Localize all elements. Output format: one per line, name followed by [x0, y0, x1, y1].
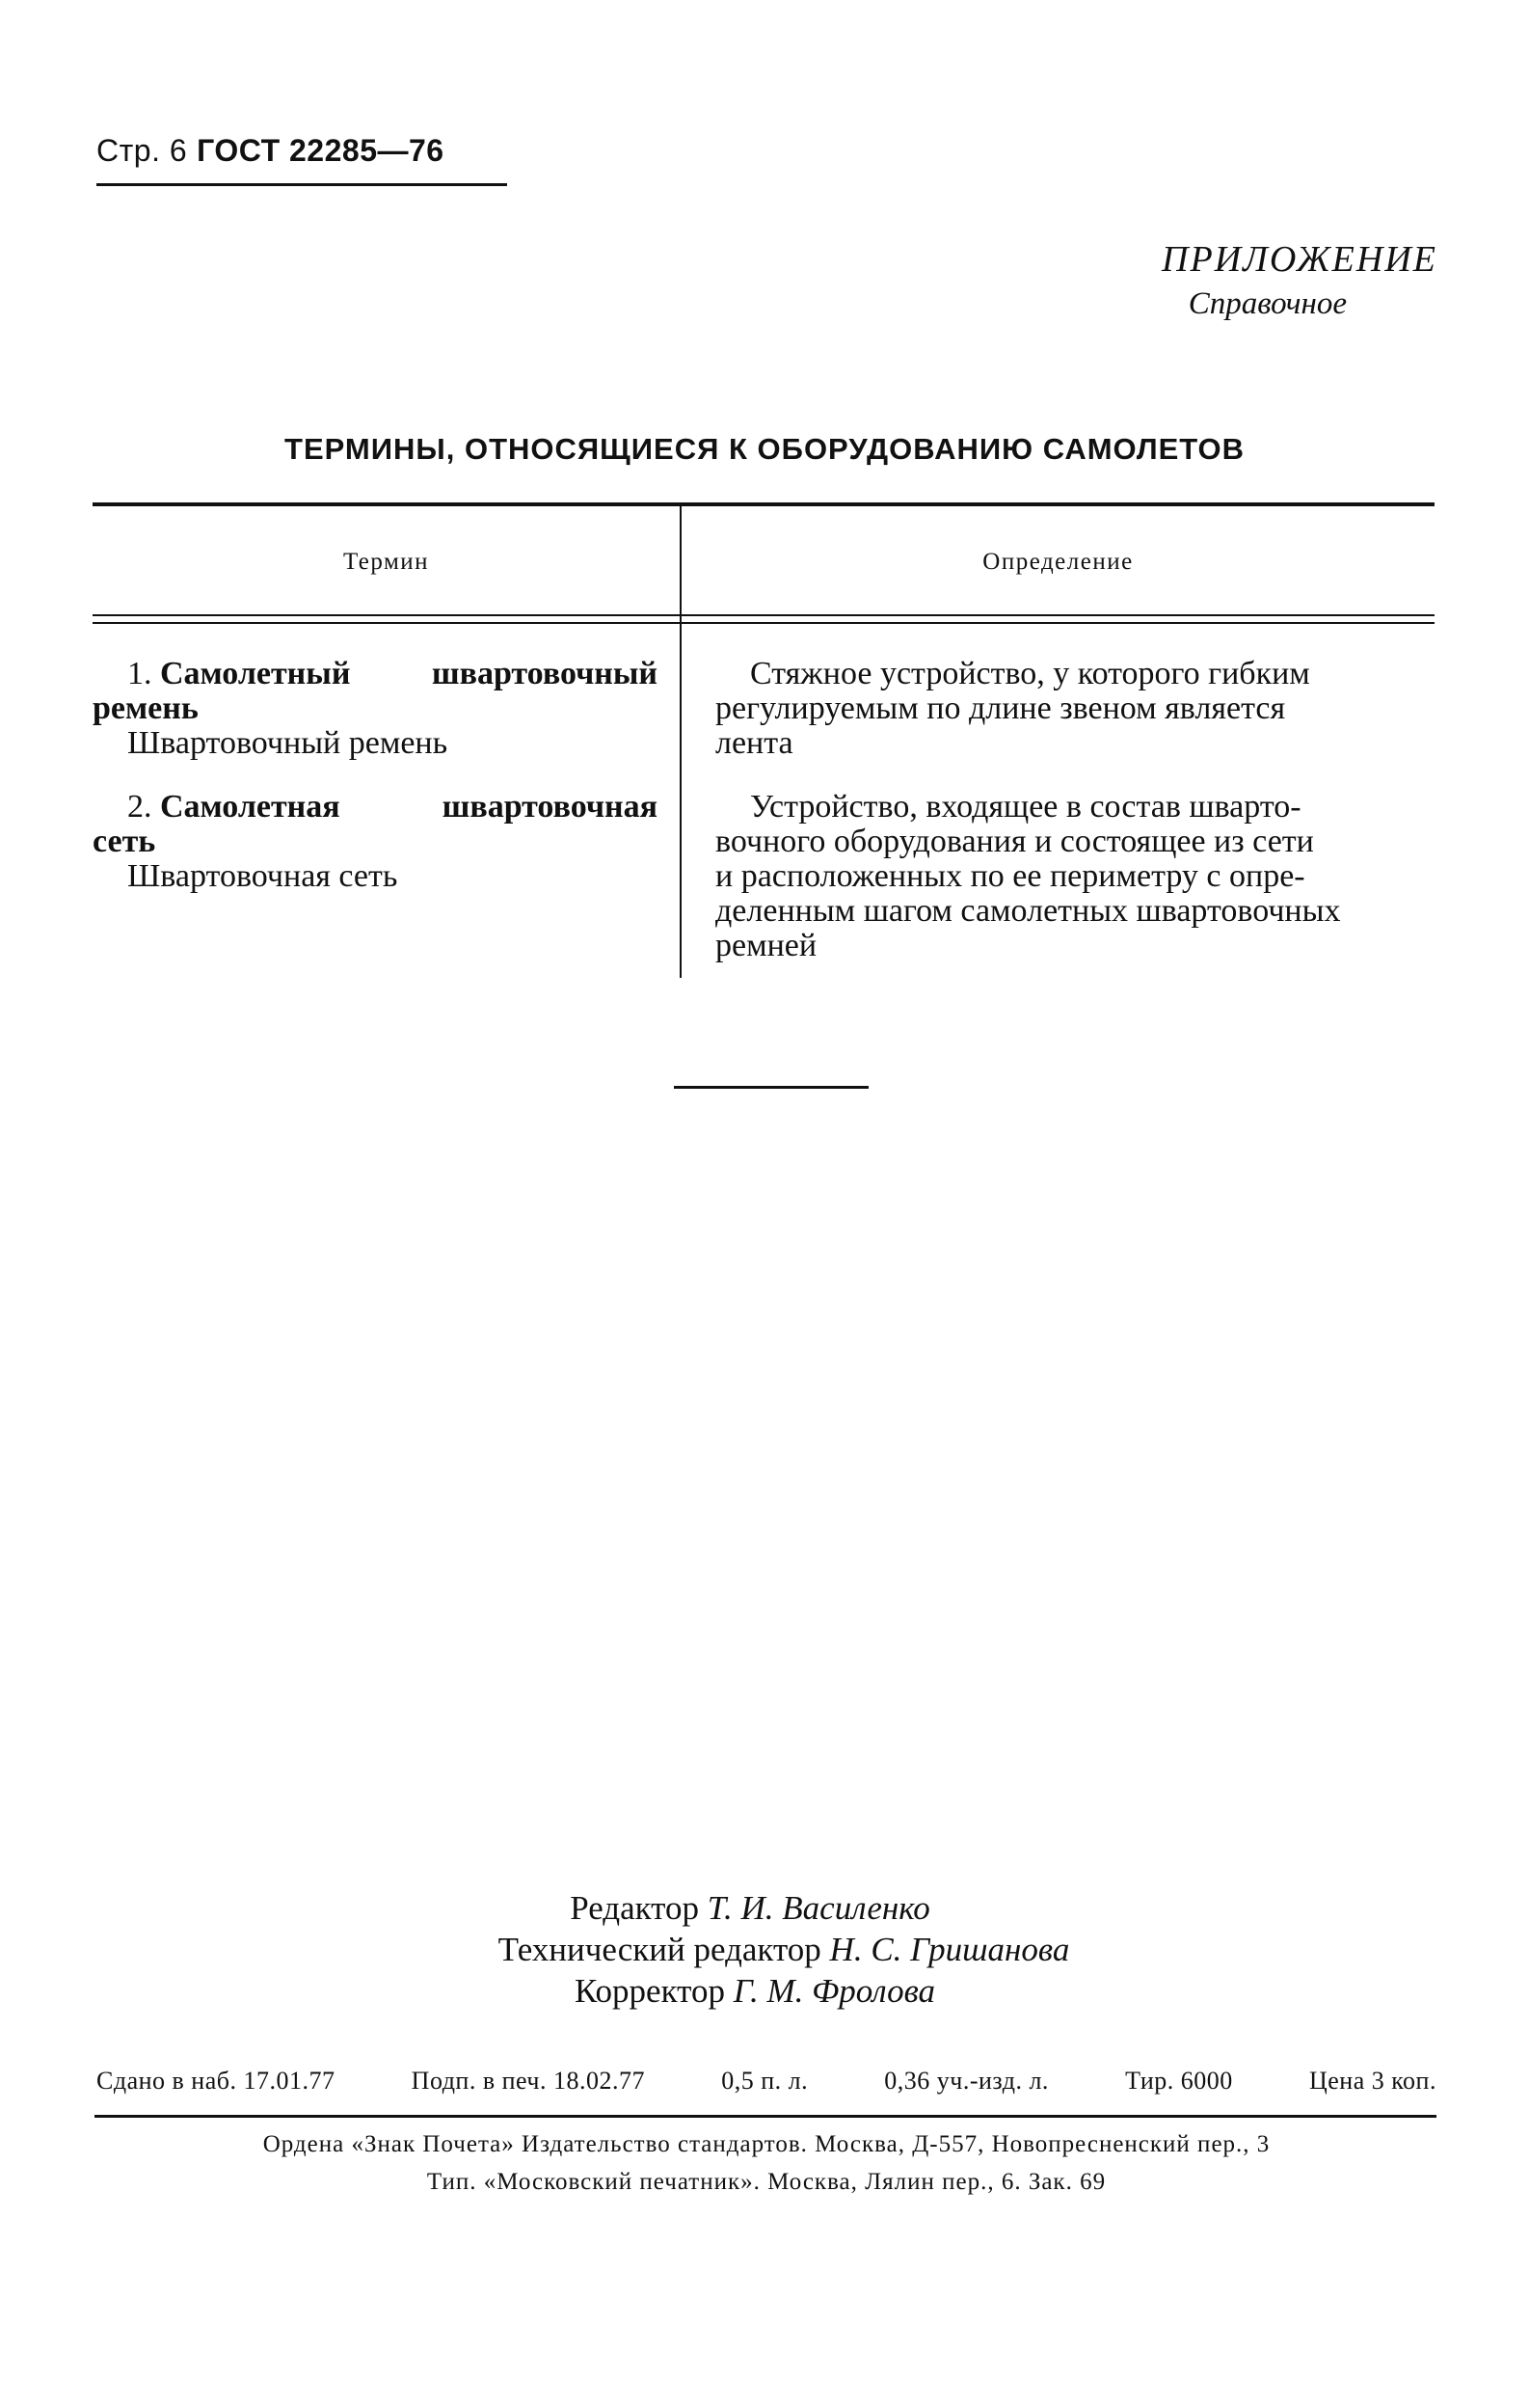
printer-line: Тип. «Московский печатник». Москва, Лялин пер., 6. Зак. 69	[426, 2169, 1107, 2195]
imprint-item: 0,36 уч.-изд. л.	[884, 2067, 1049, 2095]
appendix-label	[1162, 236, 1437, 325]
editor-role: Редактор	[570, 1889, 699, 1927]
proofreader-name: Г. М. Фролова	[733, 1972, 936, 2010]
column-header-term: Термин	[342, 549, 430, 575]
imprint-rule	[94, 2115, 1436, 2118]
publisher-line: Ордена «Знак Почета» Издательство стандартов. Москва, Д-557, Новопресненский пер., 3	[262, 2131, 1271, 2157]
imprint-item: Сдано в наб. 17.01.77	[96, 2067, 335, 2095]
header-rule	[96, 183, 507, 186]
definition-line: ремней	[715, 928, 818, 963]
appendix-title: ПРИЛОЖЕНИЕ	[1162, 239, 1437, 280]
imprint-item: 0,5 п. л.	[721, 2067, 809, 2095]
editor-name: Т. И. Василенко	[707, 1889, 930, 1927]
term-word: Самолетный	[160, 656, 351, 691]
table-header-rule-double	[93, 622, 1435, 624]
table-header-rule	[93, 614, 1435, 616]
table-row-2-definition	[715, 790, 1436, 963]
appendix-subtitle: Справочное	[1188, 286, 1347, 321]
term-word: ремень	[93, 690, 199, 726]
imprint-item: Цена 3 коп.	[1308, 2067, 1436, 2095]
definition-line: вочного оборудования и состоящее из сети	[715, 824, 1314, 859]
table-title: ТЕРМИНЫ, ОТНОСЯЩИЕСЯ К ОБОРУДОВАНИЮ САМОЛЕТОВ	[284, 432, 1245, 466]
column-header-definition: Определение	[982, 549, 1134, 575]
tech-editor-name: Н. С. Гришанова	[829, 1931, 1070, 1968]
definition-line: и расположенных по ее периметру с опре-	[715, 858, 1305, 894]
definition-line: Устройство, входящее в состав шварто-	[750, 789, 1301, 825]
table-row-2-term	[93, 790, 657, 894]
table-row-1-definition	[715, 657, 1436, 761]
definition-line: деленным шагом самолетных швартовочных	[715, 893, 1341, 929]
standard-number: ГОСТ 22285—76	[197, 133, 444, 168]
term-word: швартовочная	[442, 789, 657, 825]
table-row-1-term	[93, 657, 657, 761]
term-word: сеть	[93, 824, 156, 859]
term-synonym: Швартовочный ремень	[127, 725, 448, 761]
imprint-item: Тир. 6000	[1125, 2067, 1233, 2095]
term-number: 2.	[127, 789, 152, 825]
term-word: швартовочный	[431, 656, 657, 691]
imprint-item: Подп. в печ. 18.02.77	[411, 2067, 646, 2095]
term-word: Самолетная	[160, 789, 340, 825]
term-synonym: Швартовочная сеть	[127, 858, 398, 894]
table-top-rule	[93, 502, 1435, 506]
definition-line: лента	[715, 725, 793, 761]
page-number-label: Стр. 6	[96, 133, 188, 168]
term-number: 1.	[127, 656, 152, 691]
credits-block	[0, 1887, 1529, 2012]
definition-line: Стяжное устройство, у которого гибким	[750, 656, 1310, 691]
page-header	[96, 133, 444, 169]
definition-line: регулируемым по длине звеном является	[715, 690, 1286, 726]
section-end-dash	[674, 1086, 869, 1089]
tech-editor-role: Технический редактор	[497, 1931, 821, 1968]
proofreader-role: Корректор	[574, 1972, 725, 2010]
publisher-info	[96, 2125, 1436, 2201]
imprint-line	[96, 2067, 1436, 2096]
